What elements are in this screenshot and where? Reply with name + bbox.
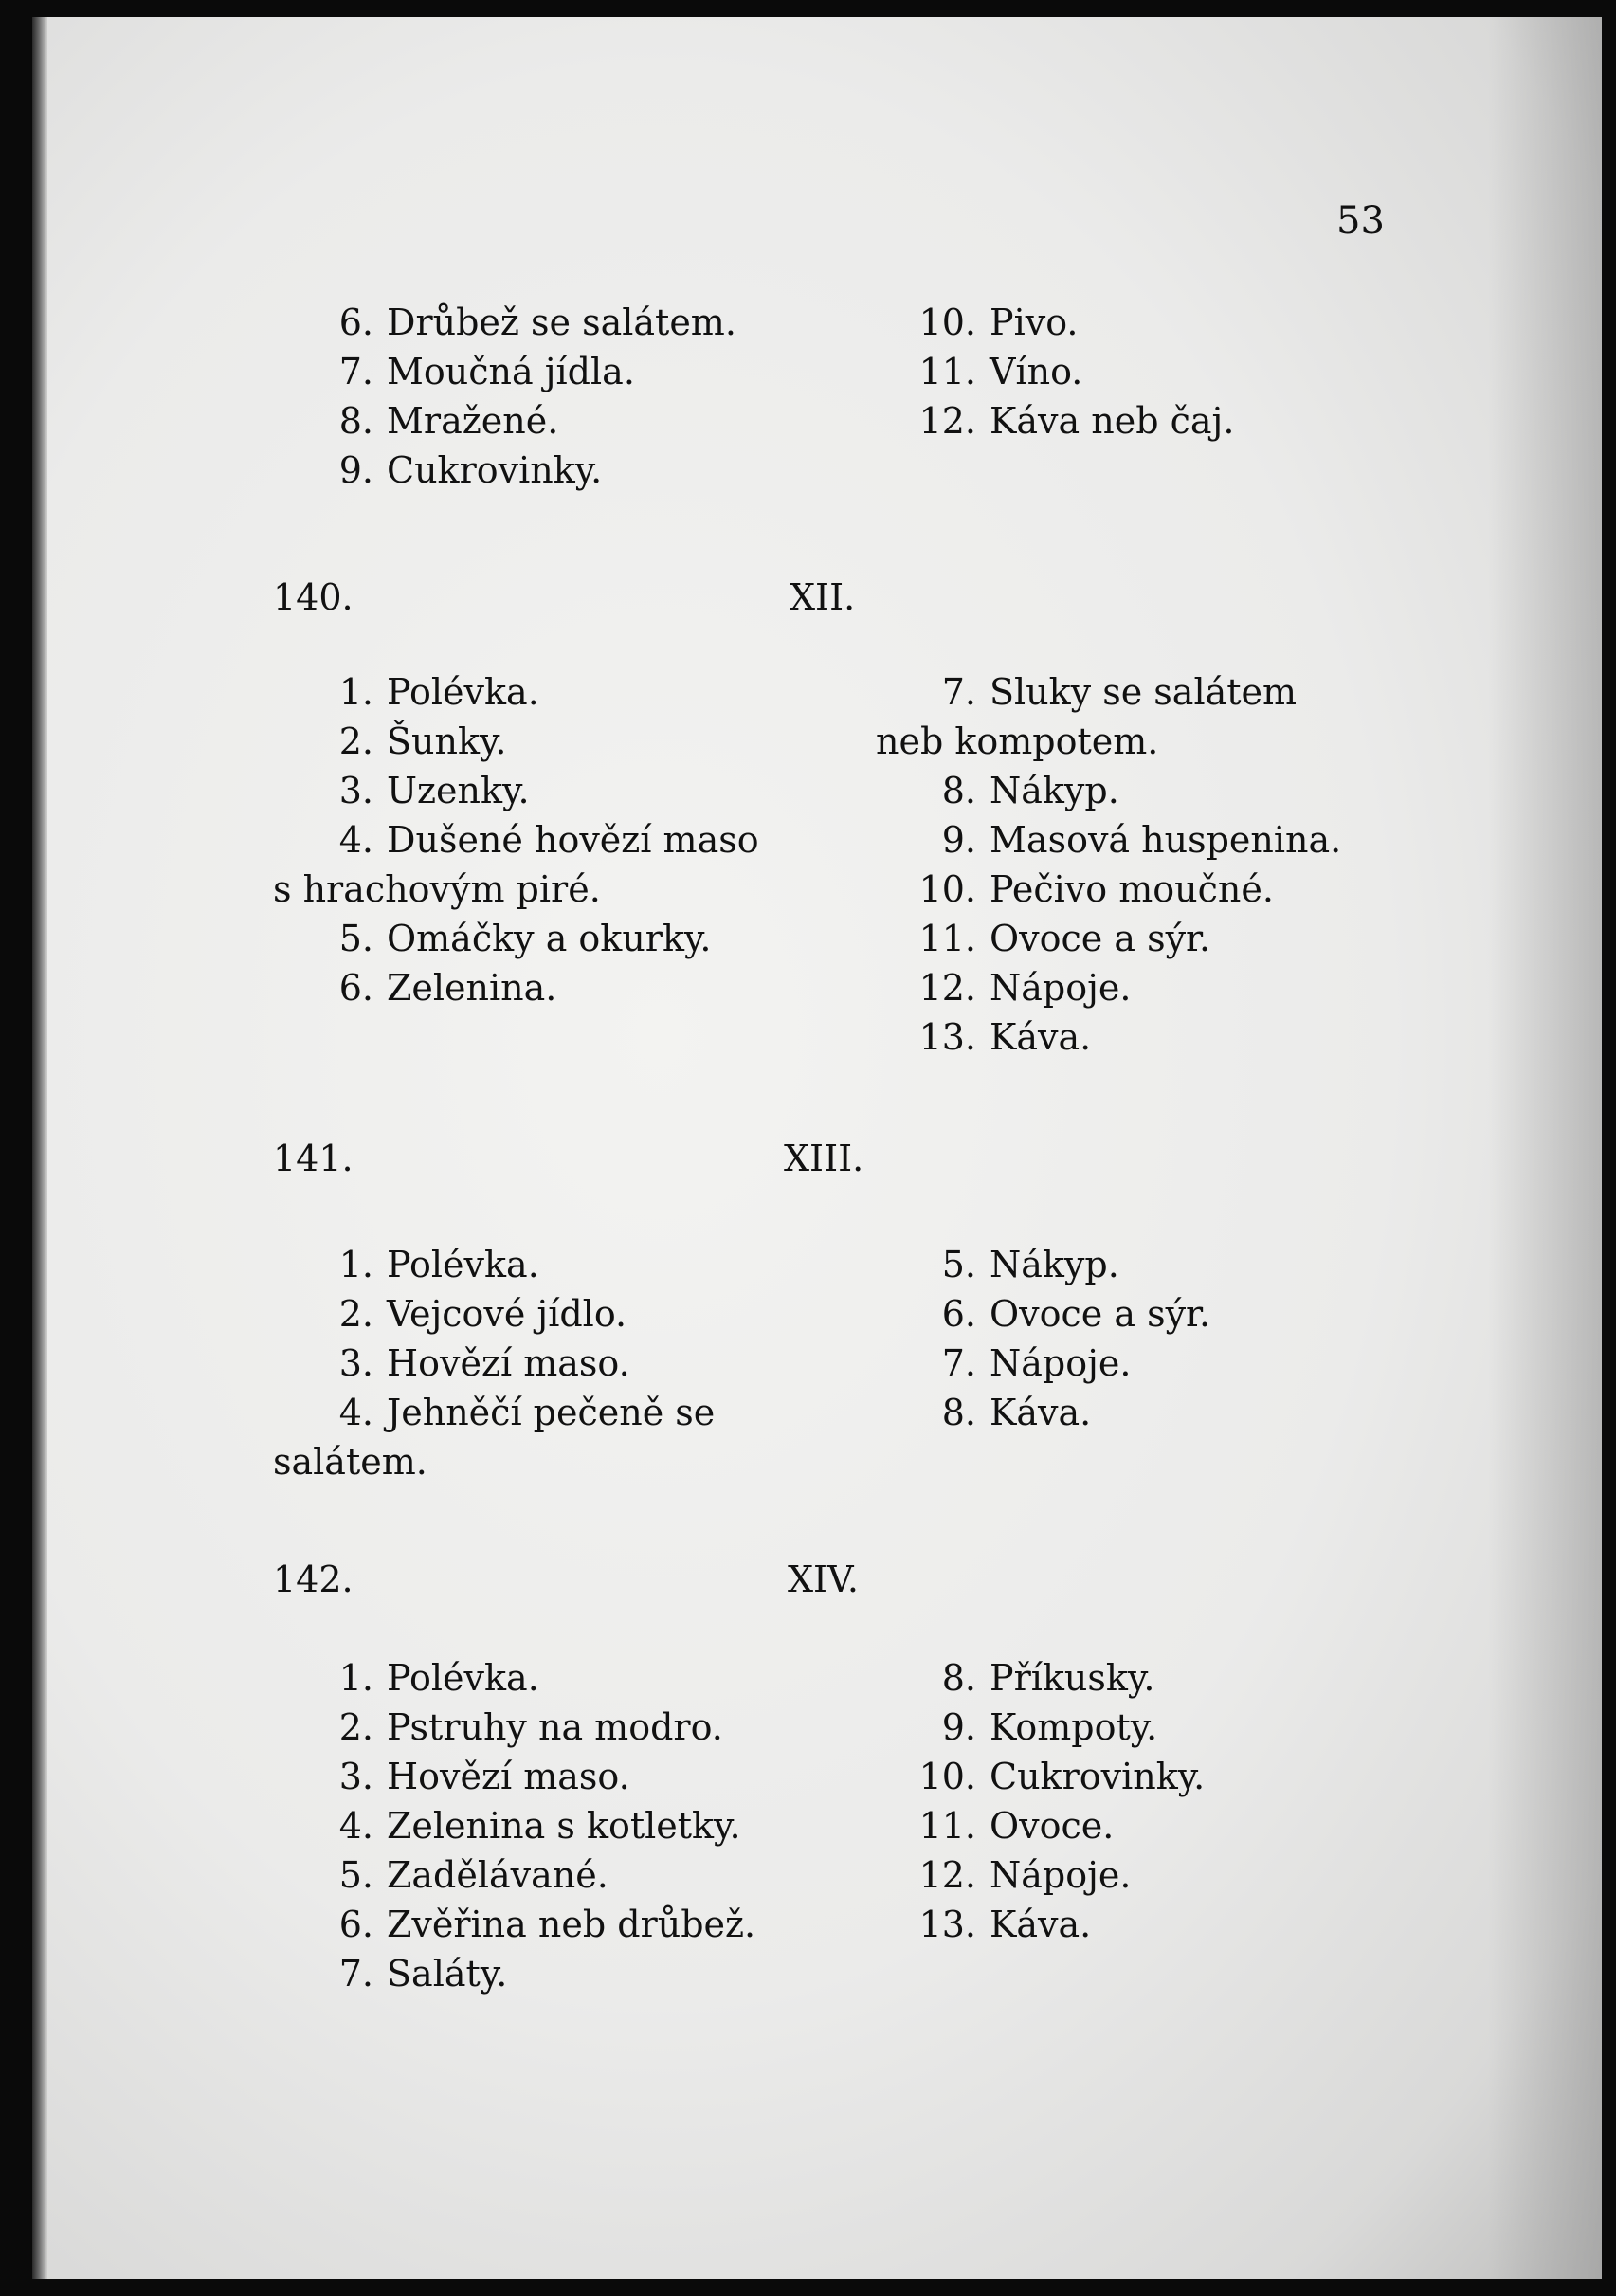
list-item: 1. Polévka. bbox=[338, 671, 539, 713]
list-item: 10. Pečivo moučné. bbox=[918, 868, 1274, 910]
list-item: 8. Příkusky. bbox=[941, 1657, 1155, 1699]
list-item: 11. Ovoce a sýr. bbox=[918, 918, 1211, 959]
list-item: 4. Dušené hovězí maso bbox=[338, 819, 759, 861]
list-item: 7. Saláty. bbox=[338, 1953, 508, 1995]
list-item: 6. Zelenina. bbox=[338, 967, 557, 1009]
list-item: 11. Víno. bbox=[918, 351, 1083, 392]
list-item: 3. Uzenky. bbox=[338, 770, 530, 811]
list-item: 12. Nápoje. bbox=[918, 967, 1132, 1009]
menu-roman-heading: XIV. bbox=[788, 1558, 859, 1600]
list-item: 2. Šunky. bbox=[338, 720, 507, 762]
list-item: 8. Mražené. bbox=[338, 400, 559, 442]
list-item: 1. Polévka. bbox=[338, 1657, 539, 1699]
list-item: 4. Zelenina s kotletky. bbox=[338, 1805, 741, 1847]
list-item: 2. Pstruhy na modro. bbox=[338, 1706, 723, 1748]
list-item: 13. Káva. bbox=[918, 1904, 1092, 1945]
menu-roman-heading: XII. bbox=[790, 576, 856, 618]
menu-number: 141. bbox=[273, 1138, 354, 1179]
list-item: 8. Káva. bbox=[941, 1392, 1092, 1433]
list-item-continuation: s hrachovým piré. bbox=[273, 868, 601, 910]
menu-number: 142. bbox=[273, 1558, 354, 1600]
page-shadow bbox=[1488, 17, 1602, 2279]
list-item: 5. Zadělávané. bbox=[338, 1854, 608, 1896]
list-item: 6. Zvěřina neb drůbež. bbox=[338, 1904, 756, 1945]
list-item: 12. Nápoje. bbox=[918, 1854, 1132, 1896]
list-item: 11. Ovoce. bbox=[918, 1805, 1115, 1847]
list-item: 7. Sluky se salátem bbox=[941, 671, 1298, 713]
list-item: 6. Ovoce a sýr. bbox=[941, 1293, 1211, 1335]
list-item: 10. Pivo. bbox=[918, 301, 1079, 343]
list-item: 4. Jehněčí pečeně se bbox=[338, 1392, 716, 1433]
menu-number: 140. bbox=[273, 576, 354, 618]
list-item-continuation: salátem. bbox=[273, 1441, 427, 1483]
list-item: 6. Drůbež se salátem. bbox=[338, 301, 736, 343]
list-item: 13. Káva. bbox=[918, 1016, 1092, 1058]
list-item-continuation: neb kompotem. bbox=[876, 720, 1159, 762]
list-item: 12. Káva neb čaj. bbox=[918, 400, 1235, 442]
page-number: 53 bbox=[1336, 199, 1385, 243]
book-page bbox=[32, 17, 1602, 2279]
list-item: 2. Vejcové jídlo. bbox=[338, 1293, 627, 1335]
list-item: 1. Polévka. bbox=[338, 1244, 539, 1285]
list-item: 8. Nákyp. bbox=[941, 770, 1119, 811]
list-item: 10. Cukrovinky. bbox=[918, 1756, 1206, 1797]
list-item: 5. Omáčky a okurky. bbox=[338, 918, 712, 959]
list-item: 9. Kompoty. bbox=[941, 1706, 1158, 1748]
list-item: 7. Nápoje. bbox=[941, 1342, 1132, 1384]
list-item: 5. Nákyp. bbox=[941, 1244, 1119, 1285]
list-item: 9. Cukrovinky. bbox=[338, 449, 603, 491]
book-spine bbox=[32, 17, 47, 2279]
list-item: 3. Hovězí maso. bbox=[338, 1756, 630, 1797]
menu-roman-heading: XIII. bbox=[784, 1138, 864, 1179]
list-item: 3. Hovězí maso. bbox=[338, 1342, 630, 1384]
list-item: 9. Masová huspenina. bbox=[941, 819, 1342, 861]
list-item: 7. Moučná jídla. bbox=[338, 351, 635, 392]
